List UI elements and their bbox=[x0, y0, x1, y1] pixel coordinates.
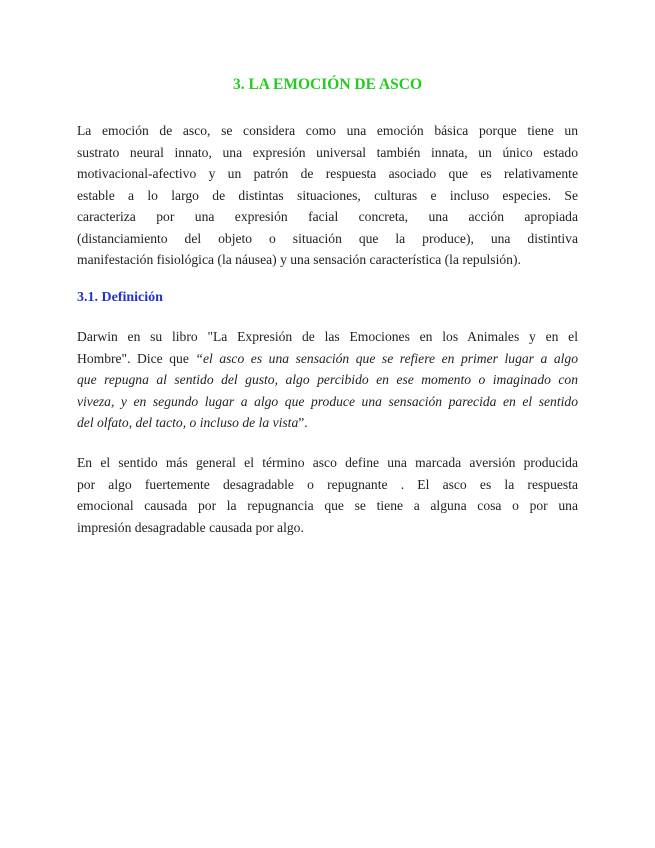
definition-paragraph-line bbox=[77, 391, 578, 413]
intro-paragraph-line: caracteriza por una expresión facial concreta, una acción apropiada bbox=[77, 209, 578, 224]
darwin-quote: “el asco es una sensación que se refiere en primer lugar a algo bbox=[195, 350, 578, 366]
intro-paragraph bbox=[77, 120, 578, 271]
intro-paragraph-line: estable a lo largo de distintas situaciones, culturas e incluso especies. Se bbox=[77, 187, 578, 203]
subsection-title: 3.1. Definición bbox=[77, 290, 163, 305]
darwin-quote: viveza, y en segundo lugar a algo que produce una sensación parecida en el sentido bbox=[77, 393, 578, 409]
general-sense-paragraph bbox=[77, 452, 578, 538]
definition-paragraph-line: Darwin en su libro "La Expresión de las Emociones en los Animales y en el bbox=[77, 329, 578, 344]
intro-paragraph-line: manifestación fisiológica (la náusea) y una sensación característica (la repulsión). bbox=[77, 252, 521, 267]
intro-paragraph-line: (distanciamiento del objeto o situación que la produce), una distintiva bbox=[77, 230, 578, 246]
definition-paragraph bbox=[77, 326, 578, 434]
intro-paragraph-line: motivacional-afectivo y un patrón de respuesta asociado que es relativamente bbox=[77, 166, 578, 181]
definition-paragraph-line bbox=[77, 369, 578, 391]
intro-paragraph-line: La emoción de asco, se considera como una emoción básica porque tiene un bbox=[77, 123, 578, 138]
darwin-quote: que repugna al sentido del gusto, algo percibido en ese momento o imaginado con bbox=[77, 372, 578, 387]
definition-plain-text: Hombre". Dice que bbox=[77, 350, 196, 366]
section-title: 3. LA EMOCIÓN DE ASCO bbox=[232, 76, 423, 93]
quote-close: ”. bbox=[298, 415, 308, 430]
general-sense-paragraph-line: impresión desagradable causada por algo. bbox=[77, 519, 304, 535]
definition-paragraph-line bbox=[77, 348, 578, 370]
general-sense-paragraph-line: por algo fuertemente desagradable o repugnante . El asco es la respuesta bbox=[77, 476, 578, 492]
general-sense-paragraph-line: En el sentido más general el término asco define una marcada aversión producida bbox=[77, 455, 578, 470]
general-sense-paragraph-line: emocional causada por la repugnancia que se tiene a alguna cosa o por una bbox=[77, 498, 578, 513]
intro-paragraph-line: sustrato neural innato, una expresión universal también innata, un único estado bbox=[77, 144, 578, 160]
darwin-quote: del olfato, del tacto, o incluso de la vista bbox=[77, 415, 299, 430]
definition-paragraph-line bbox=[77, 412, 578, 434]
